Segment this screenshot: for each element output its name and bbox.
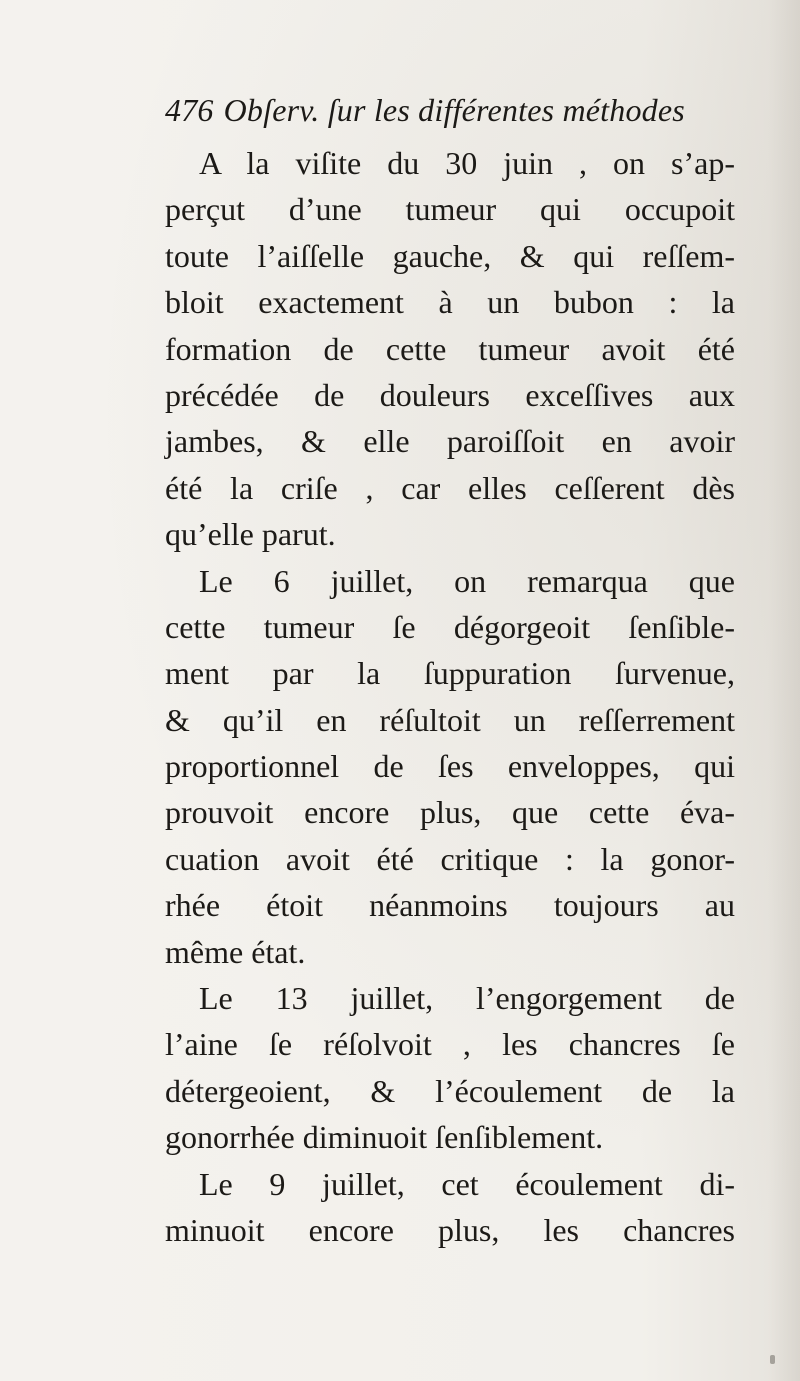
text-line: rhée étoit néanmoins toujours au xyxy=(165,887,735,924)
text-line: ment par la ſuppuration ſurvenue, xyxy=(165,655,735,692)
text-line: jambes, & elle paroiſſoit en avoir xyxy=(165,423,735,460)
text-line: proportionnel de ſes enveloppes, qui xyxy=(165,748,735,785)
text-line: qu’elle parut. xyxy=(165,516,336,553)
text-line: cuation avoit été critique : la gonor- xyxy=(165,840,735,877)
running-title: Obſerv. ſur les différentes méthodes xyxy=(223,92,685,128)
ink-smudge xyxy=(770,1355,775,1364)
text-line: minuoit encore plus, les chancres xyxy=(165,1211,735,1248)
text-line: l’aine ſe réſolvoit , les chancres ſe xyxy=(165,1026,735,1063)
text-line: détergeoient, & l’écoulement de la xyxy=(165,1072,735,1109)
text-line: bloit exactement à un bubon : la xyxy=(165,284,735,321)
text-line: perçut d’une tumeur qui occupoit xyxy=(165,191,735,228)
text-line: été la criſe , car elles ceſſerent dès xyxy=(165,469,735,506)
text-line: précédée de douleurs exceſſives aux xyxy=(165,376,735,413)
text-line: cette tumeur ſe dégorgeoit ſenſible- xyxy=(165,608,735,645)
text-line: gonorrhée diminuoit ſenſiblement. xyxy=(165,1119,604,1156)
text-line: même état. xyxy=(165,933,306,970)
text-line: Le 9 juillet, cet écoulement di- xyxy=(199,1165,735,1202)
body-text xyxy=(165,140,735,1253)
page-number: 476 xyxy=(165,92,214,128)
text-line: Le 13 juillet, l’engorgement de xyxy=(199,980,735,1017)
text-line: Le 6 juillet, on remarqua que xyxy=(199,562,735,599)
text-line: formation de cette tumeur avoit été xyxy=(165,330,735,367)
text-line: prouvoit encore plus, que cette éva- xyxy=(165,794,735,831)
text-line: A la viſite du 30 juin , on s’ap- xyxy=(199,145,735,181)
page-header xyxy=(165,92,685,129)
text-line: & qu’il en réſultoit un reſſerrement xyxy=(165,701,735,738)
text-line: toute l’aiſſelle gauche, & qui reſſem- xyxy=(165,237,735,274)
